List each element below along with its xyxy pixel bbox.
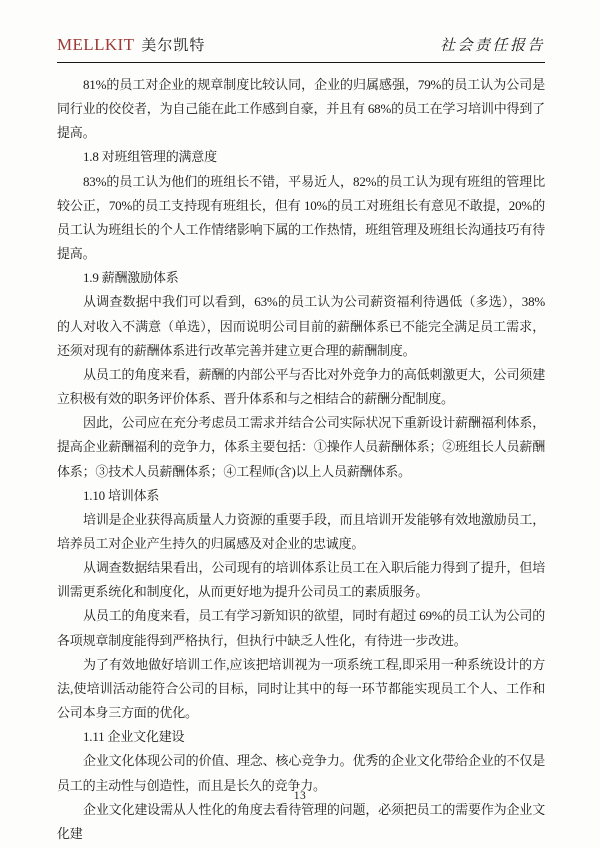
report-title: 社会责任报告: [439, 38, 545, 54]
company-logo-cjk: 美尔凯特: [141, 38, 206, 54]
document-body: [57, 73, 545, 846]
section-heading: 1.10 培训体系: [83, 487, 160, 503]
body-paragraph: 83%的员工认为他们的班组长不错，平易近人，82%的员工认为现有班组的管理比较公正，70%的员工支持现有班组长，但有 10%的员工对班组长有意见不敢提，20%的员工认为班组长的个人工作情绪影响下属的工作热情，班组管理及班组长沟通技巧有待提高。: [57, 173, 545, 262]
body-paragraph: 为了有效地做好培训工作,应该把培训视为一项系统工程,即采用一种系统设计的方法,使培训活动能符合公司的目标，同时让其中的每一环节都能实现员工个人、工作和公司本身三方面的优化。: [57, 656, 545, 721]
body-paragraph: 培训是企业获得高质量人力资源的重要手段，而且培训开发能够有效地激励员工，培养员工对企业产生持久的归属感及对企业的忠诚度。: [57, 511, 545, 551]
section-heading: 1.9 薪酬激励体系: [83, 270, 179, 286]
page-footer: [0, 786, 600, 804]
body-paragraph: 企业文化体现公司的价值、理念、核心竞争力。优秀的企业文化带给企业的不仅是员工的主动性与创造性，而且是长久的竞争力。: [57, 753, 545, 793]
section-heading: 1.11 企业文化建设: [83, 729, 185, 745]
body-paragraph: 因此，公司应在充分考虑员工需求并结合公司实际状况下重新设计薪酬福利体系，提高企业薪酬福利的竞争力，体系主要包括：①操作人员薪酬体系；②班组长人员薪酬体系；③技术人员薪酬体系；④工程师(含)以上人员薪酬体系。: [57, 415, 545, 479]
page-number: 13: [293, 790, 307, 802]
body-paragraph: 81%的员工对企业的规章制度比较认同，企业的归属感强，79%的员工认为公司是同行业的佼佼者，为自己能在此工作感到自豪，并且有 68%的员工在学习培训中得到了提高。: [57, 77, 545, 141]
page-header: [57, 34, 545, 63]
company-logo-latin: MELLKIT: [57, 35, 135, 54]
body-paragraph: 从员工的角度来看，薪酬的内部公平与否比对外竞争力的高低刺激更大，公司须建立积极有效的职务评价体系、晋升体系和与之相结合的薪酬分配制度。: [57, 366, 545, 407]
body-paragraph: 企业文化建设需从人性化的角度去看待管理的问题，必须把员工的需要作为企业文化建: [57, 801, 545, 841]
body-paragraph: 从调查数据中我们可以看到，63%的员工认为公司薪资福利待遇低（多选），38%的人对收入不满意（单选），因而说明公司目前的薪酬体系已不能完全满足员工需求，还须对现有的薪酬体系进行改革完善并建立更合理的薪酬制度。: [57, 294, 545, 358]
section-heading: 1.8 对班组管理的满意度: [83, 149, 217, 165]
body-paragraph: 从调查数据结果看出，公司现有的培训体系让员工在入职后能力得到了提升，但培训需更系统化和制度化，从而更好地为提升公司员工的素质服务。: [57, 560, 545, 600]
body-paragraph: 从员工的角度来看，员工有学习新知识的欲望，同时有超过 69%的员工认为公司的各项规章制度能得到严格执行，但执行中缺乏人性化，有待进一步改进。: [57, 608, 545, 648]
company-logo: [57, 34, 205, 55]
